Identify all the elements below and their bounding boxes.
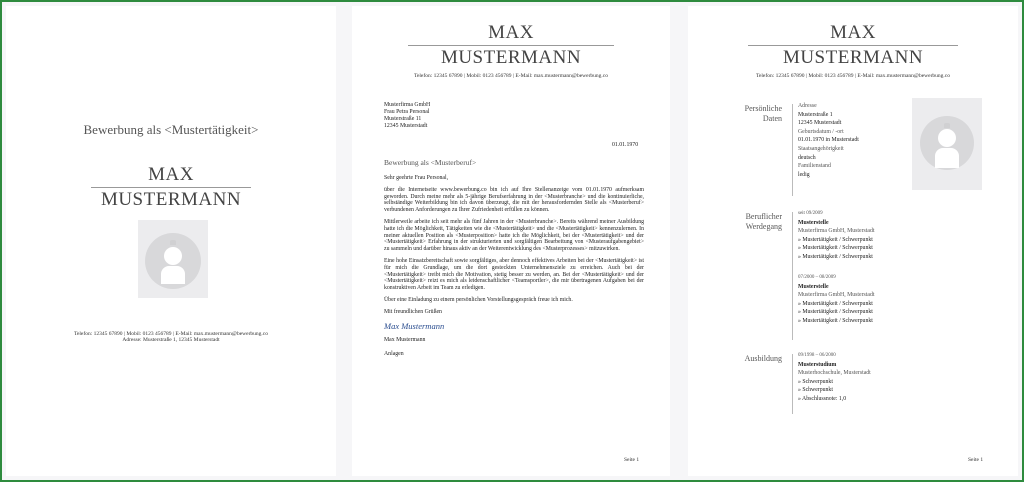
entry-bullet: » Mustertätigkeit / Schwerpunkt bbox=[798, 245, 873, 252]
letter-contact: Telefon: 12345 67890 | Mobil: 0123 456789 | E-Mail: max.mustermann@bewerbung.co bbox=[413, 73, 608, 79]
cv-name-block bbox=[688, 22, 1018, 79]
letter-date: 01.01.1970 bbox=[612, 142, 639, 148]
personal-field-label: Staatsangehörigkeit bbox=[798, 145, 844, 152]
education-entry bbox=[798, 352, 871, 404]
profile-photo-placeholder bbox=[138, 220, 208, 298]
letter-page bbox=[352, 6, 670, 476]
letter-last-name: MUSTERMANN bbox=[440, 47, 582, 68]
cv-photo-placeholder bbox=[912, 98, 982, 190]
avatar-crown bbox=[944, 123, 950, 128]
personal-data bbox=[798, 102, 859, 179]
cover-name-divider bbox=[91, 187, 251, 188]
section-label-personal bbox=[712, 104, 782, 124]
section-label-education: Ausbildung bbox=[744, 354, 782, 363]
entry-title: Musterstudium bbox=[798, 361, 837, 368]
section-label-line: Beruflicher bbox=[745, 212, 782, 221]
cv-page bbox=[688, 6, 1018, 476]
entry-bullet: » Mustertätigkeit / Schwerpunkt bbox=[798, 309, 873, 316]
cv-contact: Telefon: 12345 67890 | Mobil: 0123 456789 | E-Mail: max.mustermann@bewerbung.co bbox=[755, 73, 950, 79]
personal-field-value: 01.01.1970 in Musterstadt bbox=[798, 137, 859, 144]
section-label-career bbox=[712, 212, 782, 232]
letter-name-block bbox=[352, 22, 670, 79]
personal-field-label: Adresse bbox=[798, 103, 817, 109]
entry-title: Musterstelle bbox=[798, 219, 829, 226]
letter-paragraph: Über eine Einladung zu einem persönlichen Vorstellungsgespräch freue ich mich. bbox=[384, 296, 573, 303]
personal-field-value: 12345 Musterstadt bbox=[798, 120, 842, 127]
cover-heading: Bewerbung als <Mustertätigkeit> bbox=[83, 122, 259, 137]
entry-bullet: » Mustertätigkeit / Schwerpunkt bbox=[798, 253, 873, 260]
letter-name-divider bbox=[408, 45, 614, 46]
attachments-label: Anlagen bbox=[384, 351, 404, 358]
cover-contact: Telefon: 12345 67890 | Mobil: 0123 456789 | E-Mail: max.mustermann@bewerbung.co bbox=[73, 331, 268, 337]
letter-body bbox=[384, 175, 644, 363]
entry-bullet: » Schwerpunkt bbox=[798, 387, 833, 394]
entry-title: Musterstelle bbox=[798, 283, 829, 290]
personal-field-value: deutsch bbox=[798, 154, 816, 161]
career-entry bbox=[798, 210, 874, 262]
entry-company: Musterfirma GmbH, Musterstadt bbox=[798, 228, 875, 235]
cv-page-number: Seite 1 bbox=[968, 457, 984, 463]
entry-school: Musterhochschule, Musterstadt bbox=[798, 370, 871, 377]
entry-bullet: » Mustertätigkeit / Schwerpunkt bbox=[798, 317, 873, 324]
personal-field-value: Musterstraße 1 bbox=[798, 111, 833, 118]
cover-address: Adresse: Musterstraße 1, 12345 Musterstadt bbox=[122, 337, 220, 343]
letter-subject: Bewerbung als <Musterberuf> bbox=[384, 158, 477, 167]
personal-field-value: ledig bbox=[798, 171, 810, 178]
letter-salutation: Sehr geehrte Frau Personal, bbox=[384, 175, 449, 181]
letter-paragraph: über die Internetseite www.bewerbung.co bin ich auf Ihre Stellenanzeige vom 01.01.1970 aufmerksam geworden. Durch meine mehr als 5-jährige Berufserfahrung in der <Musterbranche> und die kontinuierliche, selbständige Weiterbildung bin ich davon überzeugt, die mit der herausfordernden Stelle als <Musterberuf> verbundenen Anforderungen zu Ihrer Zufriedenheit erfüllen zu können. bbox=[384, 186, 644, 214]
entry-bullet: » Mustertätigkeit / Schwerpunkt bbox=[798, 300, 873, 307]
entry-date: seit 09/2009 bbox=[798, 211, 823, 216]
cover-first-name: MAX bbox=[148, 164, 194, 185]
entry-company: Musterfirma GmbH, Musterstadt bbox=[798, 292, 875, 299]
section-divider bbox=[792, 212, 793, 340]
signature: Max Mustermann bbox=[384, 320, 445, 331]
avatar-head bbox=[164, 247, 182, 265]
cover-page bbox=[6, 6, 336, 476]
avatar-torso bbox=[161, 266, 185, 284]
avatar-head bbox=[938, 129, 956, 147]
entry-date: 07/2000 – 08/2009 bbox=[798, 275, 836, 280]
career-entry bbox=[798, 274, 874, 326]
recipient-line: 12345 Musterstadt bbox=[384, 123, 428, 129]
recipient-line: Frau Petra Personal bbox=[384, 109, 430, 115]
cover-contact-block bbox=[6, 331, 336, 343]
recipient-line: Musterstraße 11 bbox=[384, 116, 422, 122]
cover-name-block bbox=[6, 164, 336, 211]
letter-paragraph: Eine hohe Einsatzbereitschaft sowie sorgfältiges, aber dennoch effektives Arbeiten bei der <Mustertätigkeit> ist für mich die Grundlage, um die dort gesteckten Unternehmensziele zu erreichen. Auch bei der <Mustertätigkeit> treibt mich die Motivation, stetig besser zu werden, an. Bei der <Mustertätigkeit> und der <Mustertätigkeit> reizt es mich als leidenschaftlicher <Teamsportler>, die mir übertragenen Aufgaben bei der konstruktiven Arbeit im Team zu erledigen. bbox=[384, 257, 644, 292]
avatar-crown bbox=[170, 240, 176, 245]
letter-paragraph: Mittlerweile arbeite ich seit mehr als fünf Jahren in der <Musterbranche>. Bereits während meiner Ausbildung hatte ich die Möglichkeit, Tätigkeiten wie die <Mustertätigkeit> und die <Mustertätigkeit> kennenzulernen. In meiner aktuellen Position als <Musterposition> hatte ich die Möglichkeit, bei der <Mustertätigkeit> und der <Mustertätigkeit> Erfahrung in der strukturierten und sorgfältigen Bearbeitung von <Musteraufgabengebiet> zu sammeln und darüber hinaus aktiv an der Weiterentwicklung des <Musterprozesses> mitzuwirken. bbox=[384, 218, 644, 253]
letter-page-number: Seite 1 bbox=[624, 457, 640, 463]
avatar-torso bbox=[935, 148, 959, 168]
personal-field-label: Geburtsdatum / -ort bbox=[798, 128, 844, 135]
entry-bullet: » Mustertätigkeit / Schwerpunkt bbox=[798, 236, 873, 243]
personal-field-label: Familienstand bbox=[798, 163, 831, 170]
section-label-line: Daten bbox=[762, 114, 782, 123]
section-label-line: Persönliche bbox=[744, 104, 782, 113]
section-divider bbox=[792, 104, 793, 196]
entry-bullet: » Abschlussnote: 1,0 bbox=[798, 395, 847, 402]
cover-last-name: MUSTERMANN bbox=[100, 189, 242, 210]
cv-last-name: MUSTERMANN bbox=[782, 47, 924, 68]
cv-name-divider bbox=[748, 45, 958, 46]
recipient-address bbox=[384, 102, 430, 130]
letter-first-name: MAX bbox=[488, 22, 534, 43]
signer-name: Max Mustermann bbox=[384, 336, 426, 343]
entry-bullet: » Schwerpunkt bbox=[798, 378, 833, 385]
recipient-line: Musterfirma GmbH bbox=[384, 102, 431, 108]
section-label-line: Werdegang bbox=[745, 222, 782, 231]
section-divider bbox=[792, 354, 793, 414]
entry-date: 09/1998 – 06/2000 bbox=[798, 353, 836, 358]
cv-first-name: MAX bbox=[830, 22, 876, 43]
letter-closing: Mit freundlichen Grüßen bbox=[384, 308, 442, 315]
